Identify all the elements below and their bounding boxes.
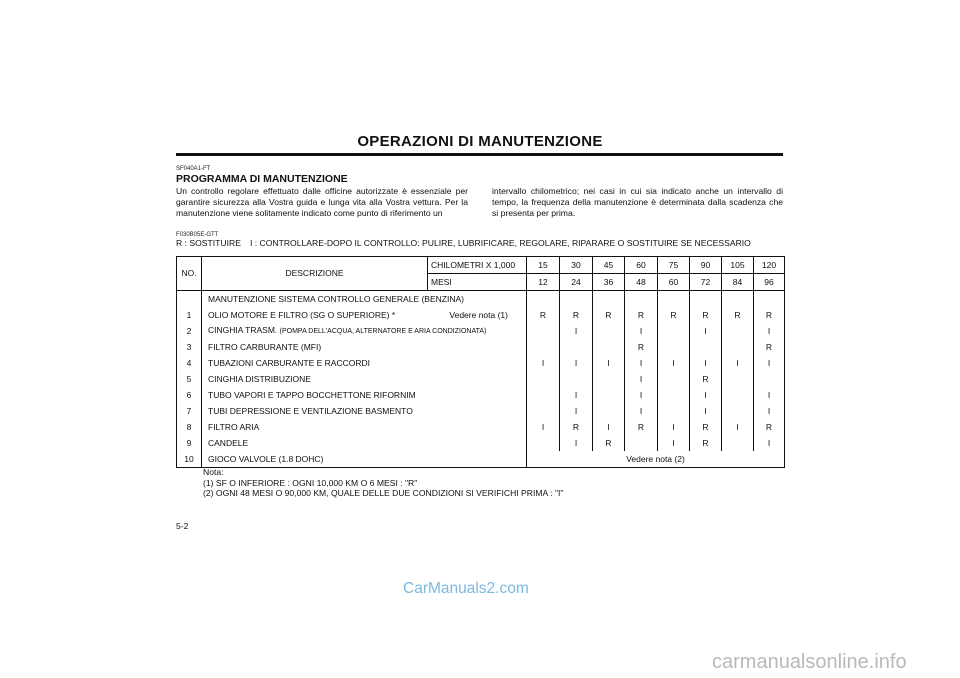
interval-cell: I — [593, 355, 625, 371]
row-description-text: FILTRO ARIA — [208, 421, 260, 432]
interval-cell — [690, 339, 722, 355]
interval-cell — [625, 435, 658, 451]
interval-cell: I — [767, 405, 771, 416]
months-header-cell: 84 — [722, 274, 754, 291]
row-description-detail: (POMPA DELL'ACQUA, ALTERNATORE E ARIA CONDIZIONATA) — [279, 328, 487, 335]
row-number: 1 — [177, 307, 202, 323]
interval-cell — [754, 371, 785, 387]
section-heading: MANUTENZIONE SISTEMA CONTROLLO GENERALE (BENZINA) — [202, 291, 527, 308]
interval-cell — [722, 371, 754, 387]
interval-cell: I — [625, 387, 658, 403]
km-header-cell: 30 — [560, 257, 593, 274]
table-row — [177, 435, 785, 451]
interval-cell — [593, 339, 625, 355]
row-description-text: TUBI DEPRESSIONE E VENTILAZIONE BASMENTO — [208, 405, 413, 416]
interval-cell — [527, 387, 560, 403]
row-description-text: OLIO MOTORE E FILTRO (SG O SUPERIORE) * — [208, 309, 396, 320]
interval-cell: I — [767, 325, 771, 336]
row-description-text: TUBAZIONI CARBURANTE E RACCORDI — [208, 357, 370, 368]
header-rule — [176, 153, 783, 156]
interval-cell: I — [658, 355, 690, 371]
row-description — [202, 323, 527, 339]
interval-cell — [658, 371, 690, 387]
interval-cell: R — [690, 435, 722, 451]
interval-cell — [527, 323, 560, 339]
section-title: PROGRAMMA DI MANUTENZIONE — [176, 173, 348, 185]
section-code: SF040A1-FT — [176, 166, 211, 172]
maintenance-schedule-table — [176, 256, 785, 468]
interval-cell — [658, 323, 690, 339]
interval-cell — [658, 339, 690, 355]
row-description-text: CINGHIA DISTRIBUZIONE — [208, 373, 311, 384]
intro-paragraph-right: intervallo chilometrico; nei casi in cui sia indicato anche un intervallo di tempo, la frequenza della manutenzione è determinata dalla scadenza che si presenta per prima. — [492, 186, 783, 218]
interval-cell — [593, 387, 625, 403]
table-row — [177, 419, 785, 435]
note-1: (1) SF O INFERIORE : OGNI 10,000 KM O 6 MESI : "R" — [203, 477, 418, 488]
months-label: MESI — [428, 274, 527, 291]
watermark-carmanuals2[interactable]: CarManuals2.com — [403, 580, 529, 597]
interval-cell: I — [560, 355, 593, 371]
interval-cell: I — [658, 435, 690, 451]
interval-cell: R — [625, 307, 658, 323]
row-description — [202, 371, 527, 387]
table-row — [177, 403, 785, 419]
no-header: NO. — [177, 257, 202, 291]
table-row — [177, 355, 785, 371]
interval-cell: I — [690, 323, 722, 339]
page-title: OPERAZIONI DI MANUTENZIONE — [357, 133, 603, 150]
km-header-cell: 15 — [527, 257, 560, 274]
row-number: 5 — [177, 371, 202, 387]
months-header-cell: 48 — [625, 274, 658, 291]
months-header-cell: 12 — [527, 274, 560, 291]
interval-cell: I — [527, 419, 560, 435]
interval-cell — [593, 371, 625, 387]
row-number: 4 — [177, 355, 202, 371]
km-header-cell: 120 — [754, 257, 785, 274]
interval-cell: R — [690, 307, 722, 323]
months-header-cell: 60 — [658, 274, 690, 291]
interval-cell — [722, 387, 754, 403]
row-description — [202, 355, 527, 371]
watermark-carmanualsonline[interactable]: carmanualsonline.info — [712, 651, 907, 673]
km-header-cell: 60 — [625, 257, 658, 274]
interval-cell — [722, 403, 754, 419]
row-description — [202, 339, 527, 355]
interval-cell: I — [625, 355, 658, 371]
row-description — [202, 435, 527, 451]
interval-cell: R — [722, 307, 754, 323]
table-row — [177, 387, 785, 403]
months-header-cell: 24 — [560, 274, 593, 291]
legend-code: F030B05E-GTT — [176, 232, 219, 238]
legend-replace: R : SOSTITUIRE — [176, 238, 241, 248]
interval-cell — [722, 435, 754, 451]
interval-cell — [658, 403, 690, 419]
table-row — [177, 451, 785, 468]
interval-cell: I — [767, 357, 771, 368]
table-row — [177, 339, 785, 355]
row-note: Vedere nota (1) — [449, 309, 508, 320]
table-row — [177, 307, 785, 323]
interval-cell: I — [658, 419, 690, 435]
row-number: 2 — [177, 323, 202, 339]
row-number: 8 — [177, 419, 202, 435]
row-description — [202, 403, 527, 419]
interval-cell: R — [625, 339, 658, 355]
interval-cell: R — [560, 419, 593, 435]
notes — [203, 467, 563, 499]
interval-cell — [527, 435, 560, 451]
notes-title: Nota: — [203, 467, 224, 477]
interval-cell — [560, 371, 593, 387]
note-2: (2) OGNI 48 MESI O 90,000 KM, QUALE DELLE DUE CONDIZIONI SI VERIFICHI PRIMA : "I" — [203, 488, 564, 499]
row-number: 3 — [177, 339, 202, 355]
km-header-cell: 105 — [722, 257, 754, 274]
legend — [176, 238, 751, 248]
row-number: 10 — [177, 451, 202, 468]
interval-cell: R — [690, 419, 722, 435]
interval-cell: I — [560, 323, 593, 339]
interval-cell — [593, 403, 625, 419]
interval-cell — [722, 339, 754, 355]
interval-cell — [593, 323, 625, 339]
interval-cell: R — [593, 307, 625, 323]
interval-cell: I — [560, 387, 593, 403]
interval-cell: I — [690, 403, 722, 419]
row-number: 9 — [177, 435, 202, 451]
intro-paragraph-left: Un controllo regolare effettuato dalle officine autorizzate è essenziale per garantire sicurezza alla Vostra guida e lunga vita alla Vostra vettura. Per la manutenzione viene solitamente indicato come punto di riferimento un — [176, 186, 468, 218]
interval-cell: R — [625, 419, 658, 435]
interval-cell: R — [560, 307, 593, 323]
row-description-text: TUBO VAPORI E TAPPO BOCCHETTONE RIFORNIM — [208, 389, 416, 400]
months-header-cell: 72 — [690, 274, 722, 291]
row-description-text: CANDELE — [208, 437, 249, 448]
interval-cell — [658, 387, 690, 403]
interval-cell: R — [527, 307, 560, 323]
interval-cell: I — [690, 355, 722, 371]
interval-cell — [722, 323, 754, 339]
interval-cell: R — [765, 309, 773, 320]
interval-cell: I — [625, 323, 658, 339]
row-description — [202, 307, 527, 323]
interval-cell: R — [658, 307, 690, 323]
legend-inspect: I : CONTROLLARE-DOPO IL CONTROLLO: PULIRE, LUBRIFICARE, REGOLARE, RIPARARE O SOSTITUIRE SE NECESSARIO — [249, 238, 751, 248]
months-header-cell: 36 — [593, 274, 625, 291]
interval-cell: R — [765, 421, 773, 432]
row-description-text: FILTRO CARBURANTE (MFI) — [208, 341, 322, 352]
km-header-cell: 45 — [593, 257, 625, 274]
row-note: Vedere nota (2) — [626, 453, 685, 464]
interval-cell: I — [722, 419, 754, 435]
row-number: 6 — [177, 387, 202, 403]
interval-cell: I — [722, 355, 754, 371]
row-description — [202, 387, 527, 403]
interval-cell: I — [767, 437, 771, 448]
description-header: DESCRIZIONE — [202, 257, 428, 291]
page-number: 5-2 — [176, 521, 189, 531]
km-header-cell: 75 — [658, 257, 690, 274]
row-description — [202, 419, 527, 435]
table-row — [177, 323, 785, 339]
table-row — [177, 371, 785, 387]
interval-cell: I — [767, 389, 771, 400]
km-label: CHILOMETRI X 1,000 — [428, 257, 527, 274]
interval-cell — [527, 403, 560, 419]
row-number: 7 — [177, 403, 202, 419]
interval-cell: R — [593, 435, 625, 451]
interval-cell: R — [765, 341, 773, 352]
interval-cell: I — [593, 419, 625, 435]
interval-cell: I — [527, 355, 560, 371]
interval-cell — [527, 339, 560, 355]
interval-cell: I — [625, 371, 658, 387]
months-header-cell: 96 — [754, 274, 785, 291]
interval-cell: I — [690, 387, 722, 403]
section-no-cell — [177, 291, 202, 308]
interval-cell: I — [625, 403, 658, 419]
interval-cell: R — [690, 371, 722, 387]
interval-cell: I — [560, 403, 593, 419]
interval-cell — [560, 339, 593, 355]
row-description: GIOCO VALVOLE (1.8 DOHC) — [202, 451, 527, 468]
row-description-text: CINGHIA TRASM. — [208, 325, 278, 335]
interval-cell — [527, 371, 560, 387]
interval-cell: I — [560, 435, 593, 451]
km-header-cell: 90 — [690, 257, 722, 274]
